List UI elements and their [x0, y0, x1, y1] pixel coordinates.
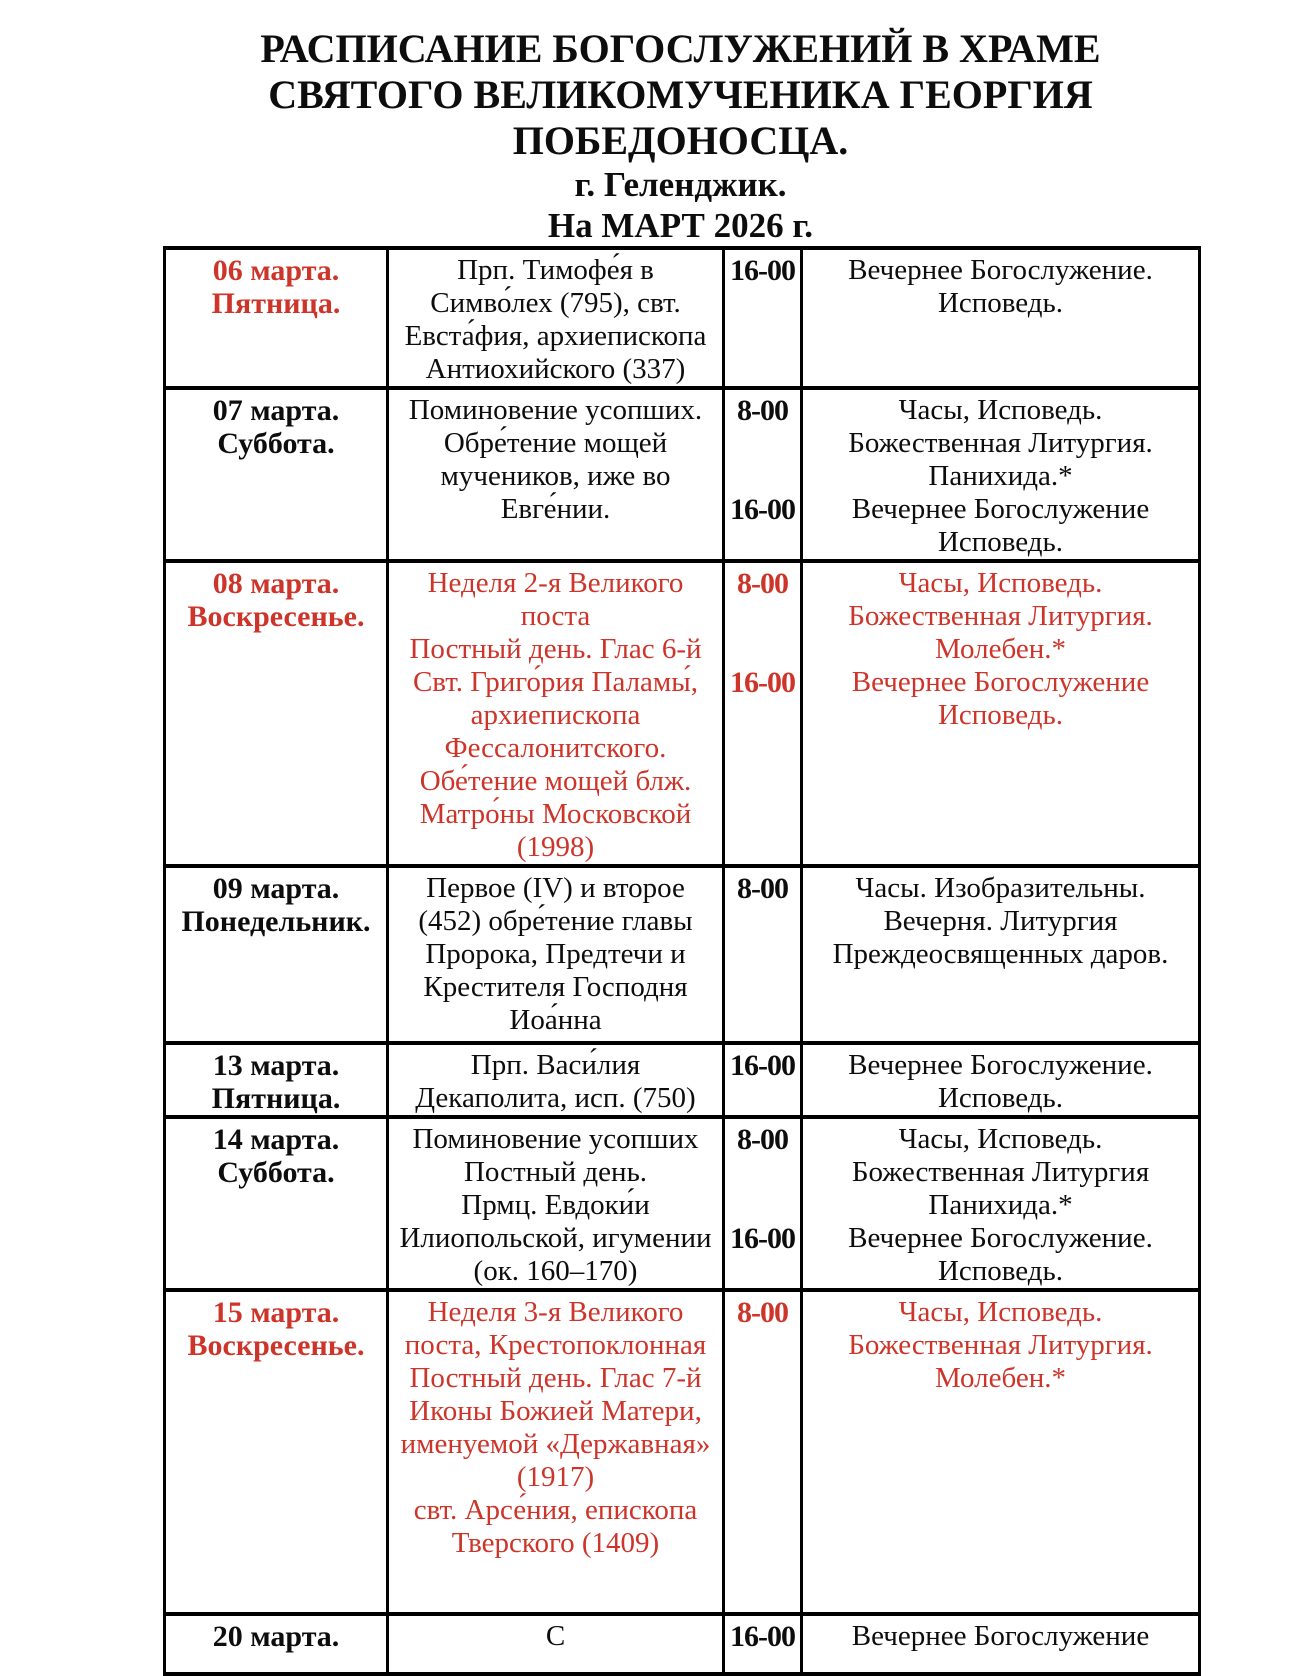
- time-line: 16-00: [730, 1049, 795, 1082]
- time-cell: [724, 1290, 802, 1614]
- date-cell: [165, 1117, 388, 1290]
- services-cell: [802, 561, 1200, 866]
- date-line: Суббота.: [217, 427, 335, 460]
- services-cell: [802, 1117, 1200, 1290]
- description-line: Иоа́нна: [509, 1004, 602, 1036]
- service-line: Божественная Литургия.: [848, 600, 1153, 632]
- date-line: Воскресенье.: [187, 600, 365, 633]
- services-cell: [802, 248, 1200, 388]
- date-line: 09 марта.: [212, 872, 340, 905]
- description-line: Неделя 2-я Великого: [427, 567, 684, 599]
- services-cell: [802, 1290, 1200, 1614]
- description-cell: [388, 1614, 724, 1674]
- service-line: Божественная Литургия: [851, 1156, 1150, 1188]
- description-line: Прп. Васи́лия: [470, 1049, 641, 1081]
- date-line: 20 марта.: [212, 1620, 340, 1653]
- date-line: 13 марта.: [212, 1049, 340, 1082]
- date-line: 15 марта.: [212, 1296, 340, 1329]
- time-line: 16-00: [730, 1222, 795, 1255]
- date-line: Суббота.: [217, 1156, 335, 1189]
- description-line: архиепископа: [470, 699, 641, 731]
- description-line: Неделя 3-я Великого: [427, 1296, 684, 1328]
- description-cell: [388, 866, 724, 1043]
- description-cell: [388, 248, 724, 388]
- time-cell: [724, 248, 802, 388]
- service-line: Панихида.*: [928, 460, 1073, 492]
- service-line: Вечерня. Литургия: [883, 905, 1118, 937]
- date-cell: [165, 1614, 388, 1674]
- service-line: Преждеосвященных даров.: [832, 938, 1169, 970]
- description-cell: [388, 1117, 724, 1290]
- description-cell: [388, 1043, 724, 1117]
- service-line: Молебен.*: [934, 633, 1067, 665]
- description-line: Прмц. Евдоки́и: [461, 1189, 650, 1221]
- description-line: Пророка, Предтечи и: [425, 938, 686, 970]
- description-line: именуемой «Державная»: [400, 1428, 711, 1460]
- description-line: Обе́тение мощей блж.: [419, 765, 692, 797]
- time-line: 16-00: [730, 493, 795, 526]
- title-line-1: РАСПИСАНИЕ БОГОСЛУЖЕНИЙ В ХРАМЕ: [260, 26, 1101, 71]
- service-line: Панихида.*: [928, 1189, 1073, 1221]
- description-line: поста, Крестопоклонная: [404, 1329, 707, 1361]
- description-line: Илиопольской, игумении: [399, 1222, 712, 1254]
- description-line: Первое (IV) и второе: [426, 872, 685, 904]
- date-line: Понедельник.: [181, 905, 371, 938]
- description-line: Крестителя Господня: [423, 971, 688, 1003]
- title-period: На МАРТ 2026 г.: [547, 206, 814, 245]
- time-line: [727, 460, 798, 493]
- date-line: 08 марта.: [212, 567, 340, 600]
- date-cell: [165, 561, 388, 866]
- service-line: Часы, Исповедь.: [898, 394, 1103, 426]
- title-line-3: ПОБЕДОНОСЦА.: [512, 118, 849, 163]
- description-line: Декаполита, исп. (750): [415, 1082, 696, 1114]
- service-line: Часы, Исповедь.: [898, 1123, 1103, 1155]
- schedule-row: [165, 1290, 1200, 1614]
- description-line: мучеников, иже во: [440, 460, 671, 492]
- date-cell: [165, 1043, 388, 1117]
- time-line: [727, 633, 798, 666]
- description-line: свт. Арсе́ния, епископа: [413, 1494, 698, 1526]
- services-cell: [802, 866, 1200, 1043]
- service-line: Исповедь.: [937, 526, 1064, 558]
- description-line: (1998): [516, 831, 595, 863]
- description-line: Прп. Тимофе́я в: [457, 254, 654, 286]
- date-line: Пятница.: [211, 1082, 341, 1115]
- schedule-row: [165, 866, 1200, 1043]
- services-cell: [802, 388, 1200, 561]
- description-line: Евге́нии.: [500, 493, 611, 525]
- time-line: 16-00: [730, 1620, 795, 1653]
- schedule-row: [165, 1117, 1200, 1290]
- description-line: Постный день. Глас 6-й: [409, 633, 702, 665]
- time-cell: [724, 388, 802, 561]
- service-line: Вечернее Богослужение: [851, 493, 1150, 525]
- description-line: (ок. 160–170): [473, 1255, 638, 1287]
- date-line: Пятница.: [211, 287, 341, 320]
- time-line: [727, 600, 798, 633]
- schedule-row: [165, 1614, 1200, 1674]
- description-line: Фессалонитского.: [444, 732, 667, 764]
- description-line: С: [545, 1620, 566, 1652]
- date-line: 07 марта.: [212, 394, 340, 427]
- title-line-2: СВЯТОГО ВЕЛИКОМУЧЕНИКА ГЕОРГИЯ: [268, 72, 1093, 117]
- time-line: 8-00: [737, 567, 788, 600]
- schedule-row: [165, 248, 1200, 388]
- time-cell: [724, 866, 802, 1043]
- description-line: (452) обре́тение главы: [418, 905, 693, 937]
- date-line: Воскресенье.: [187, 1329, 365, 1362]
- time-line: 8-00: [737, 394, 788, 427]
- service-line: Вечернее Богослужение: [851, 666, 1150, 698]
- description-line: Поминовение усопших: [412, 1123, 699, 1155]
- date-line: 14 марта.: [212, 1123, 340, 1156]
- time-cell: [724, 1117, 802, 1290]
- schedule-row: [165, 1043, 1200, 1117]
- service-line: Божественная Литургия.: [848, 427, 1153, 459]
- service-line: Исповедь.: [937, 287, 1064, 319]
- services-cell: [802, 1043, 1200, 1117]
- date-line: 06 марта.: [212, 254, 340, 287]
- description-cell: [388, 388, 724, 561]
- time-line: [727, 427, 798, 460]
- time-cell: [724, 1614, 802, 1674]
- description-line: Матро́ны Московской: [419, 798, 692, 830]
- service-line: Исповедь.: [937, 1255, 1064, 1287]
- time-cell: [724, 1043, 802, 1117]
- time-line: [727, 1156, 798, 1189]
- description-line: Симво́лех (795), свт.: [430, 287, 681, 319]
- service-line: Часы, Исповедь.: [898, 567, 1103, 599]
- description-line: Постный день. Глас 7-й: [409, 1362, 702, 1394]
- description-line: Обре́тение мощей: [443, 427, 668, 459]
- title-city: г. Геленджик.: [574, 165, 787, 204]
- services-cell: [802, 1614, 1200, 1674]
- time-line: 8-00: [737, 872, 788, 905]
- service-line: Вечернее Богослужение.: [848, 1049, 1153, 1081]
- service-line: Часы. Изобразительны.: [855, 872, 1146, 904]
- service-line: Часы, Исповедь.: [898, 1296, 1103, 1328]
- date-cell: [165, 248, 388, 388]
- service-line: Божественная Литургия.: [848, 1329, 1153, 1361]
- service-line: Вечернее Богослужение: [851, 1620, 1150, 1652]
- description-line: Антиохийского (337): [425, 353, 686, 385]
- service-line: Исповедь.: [937, 1082, 1064, 1114]
- time-line: 8-00: [737, 1123, 788, 1156]
- page-title: [163, 0, 1198, 246]
- description-line: Постный день.: [463, 1156, 648, 1188]
- service-line: Вечернее Богослужение.: [848, 254, 1153, 286]
- description-line: Тверского (1409): [451, 1527, 660, 1559]
- description-cell: [388, 1290, 724, 1614]
- description-line: (1917): [516, 1461, 595, 1493]
- time-cell: [724, 561, 802, 866]
- service-line: Исповедь.: [937, 699, 1064, 731]
- time-line: [727, 1189, 798, 1222]
- service-line: Вечернее Богослужение.: [848, 1222, 1153, 1254]
- time-line: 16-00: [730, 666, 795, 699]
- date-cell: [165, 388, 388, 561]
- description-cell: [388, 561, 724, 866]
- description-line: поста: [520, 600, 591, 632]
- date-cell: [165, 866, 388, 1043]
- date-cell: [165, 1290, 388, 1614]
- description-line: Иконы Божией Матери,: [409, 1395, 702, 1427]
- time-line: 16-00: [730, 254, 795, 287]
- service-line: Молебен.*: [934, 1362, 1067, 1394]
- description-line: Свт. Григо́рия Паламы́,: [412, 666, 699, 698]
- time-line: 8-00: [737, 1296, 788, 1329]
- description-line: Евста́фия, архиепископа: [404, 320, 707, 352]
- schedule-row: [165, 388, 1200, 561]
- schedule-table: [163, 246, 1201, 1676]
- schedule-row: [165, 561, 1200, 866]
- description-line: Поминовение усопших.: [408, 394, 703, 426]
